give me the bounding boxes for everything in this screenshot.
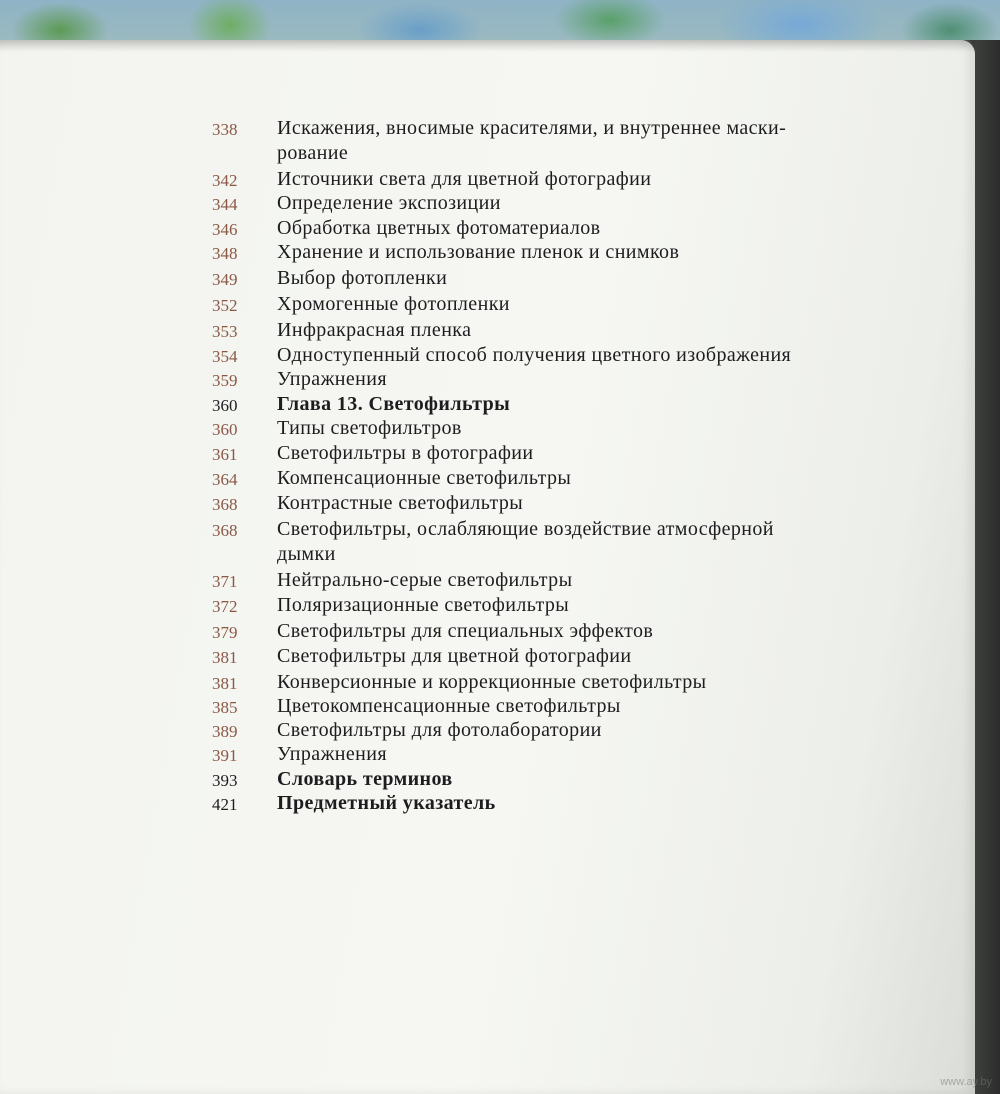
toc-entry <box>0 367 900 393</box>
toc-page-number: 354 <box>212 347 238 366</box>
toc-entry-title: Обработка цветных фотоматериалов <box>277 217 601 239</box>
toc-entry-title: Светофильтры для специальных эффектов <box>277 620 654 642</box>
toc-entry <box>0 517 900 543</box>
toc-entry-title: Конверсионные и коррекционные светофильтры <box>277 671 707 693</box>
toc-entry <box>0 718 900 744</box>
toc-entry <box>0 416 900 442</box>
toc-page-number: 352 <box>212 296 238 315</box>
toc-entry <box>0 670 900 696</box>
toc-entry-title: Искажения, вносимые красителями, и внутреннее маски- <box>277 117 787 139</box>
toc-entry-title: Поляризационные светофильтры <box>277 594 570 616</box>
toc-entry-title: Выбор фотопленки <box>277 267 448 289</box>
toc-entry-title: Определение экспозиции <box>277 192 501 214</box>
toc-entry-title: Хранение и использование пленок и снимков <box>277 241 680 263</box>
toc-entry <box>0 318 900 344</box>
toc-page-number: 346 <box>212 220 238 239</box>
toc-page-number: 360 <box>212 396 238 415</box>
toc-page-number: 353 <box>212 322 238 341</box>
toc-entry <box>0 167 900 193</box>
toc-entry <box>0 441 900 467</box>
toc-entry-title: Инфракрасная пленка <box>277 319 472 341</box>
toc-entry-title: Глава 13. Светофильтры <box>277 393 511 415</box>
toc-entry-title: Хромогенные фотопленки <box>277 293 510 315</box>
toc-entry <box>0 191 900 217</box>
toc-entry-title: Типы светофильтров <box>277 417 462 439</box>
toc-entry-title: Светофильтры, ослабляющие воздействие атмосферной <box>277 518 774 540</box>
toc-entry <box>0 593 900 619</box>
toc-page-number: 381 <box>212 648 238 667</box>
toc-entry <box>0 694 900 720</box>
toc-entry-title: Нейтрально-серые светофильтры <box>277 569 573 591</box>
toc-entry-title: Контрастные светофильтры <box>277 492 524 514</box>
watermark: www.ay.by <box>940 1076 992 1088</box>
toc-page-number: 360 <box>212 420 238 439</box>
toc-page-number: 371 <box>212 572 238 591</box>
toc-page-number: 364 <box>212 470 238 489</box>
toc-entry-title: Источники света для цветной фотографии <box>277 168 652 190</box>
toc-page-number: 368 <box>212 495 238 514</box>
toc-entry <box>0 240 900 266</box>
toc-entry <box>0 644 900 670</box>
toc-entry <box>0 116 900 142</box>
toc-entry-title: Цветокомпенсационные светофильтры <box>277 695 621 717</box>
toc-entry <box>0 466 900 492</box>
toc-page-number: 421 <box>212 795 238 814</box>
toc-entry <box>0 619 900 645</box>
toc-entry <box>0 568 900 594</box>
toc-page-number: 342 <box>212 171 238 190</box>
toc-entry <box>0 742 900 768</box>
toc-entry <box>0 767 900 793</box>
toc-page-number: 348 <box>212 244 238 263</box>
toc-page-number: 361 <box>212 445 238 464</box>
toc-page-number: 393 <box>212 771 238 790</box>
toc-page-number: 368 <box>212 521 238 540</box>
toc-page-number: 359 <box>212 371 238 390</box>
toc-entry-title: Предметный указатель <box>277 792 496 814</box>
toc-entry-title: Упражнения <box>277 743 387 765</box>
toc-page-number: 391 <box>212 746 238 765</box>
toc-entry <box>0 292 900 318</box>
toc-entry <box>0 791 900 817</box>
toc-entry <box>0 216 900 242</box>
toc-entry-title: Светофильтры для фотолаборатории <box>277 719 602 741</box>
toc-page-number: 381 <box>212 674 238 693</box>
toc-entry-title: Компенсационные светофильтры <box>277 467 572 489</box>
toc-entry <box>0 392 900 418</box>
toc-entry <box>0 491 900 517</box>
toc-entry <box>0 266 900 292</box>
toc-page-number: 338 <box>212 120 238 139</box>
toc-entry-title: Светофильтры для цветной фотографии <box>277 645 632 667</box>
toc-entry-title: Одноступенный способ получения цветного изображения <box>277 344 792 366</box>
toc-entry-continuation: рование <box>277 142 349 164</box>
toc-page-number: 379 <box>212 623 238 642</box>
toc-page-number: 385 <box>212 698 238 717</box>
toc-entry-title: Светофильтры в фотографии <box>277 442 534 464</box>
toc-page-number: 344 <box>212 195 238 214</box>
toc-entry-title: Упражнения <box>277 368 387 390</box>
toc-page-number: 389 <box>212 722 238 741</box>
toc-entry <box>0 343 900 369</box>
toc-page-number: 372 <box>212 597 238 616</box>
toc-entry-continuation: дымки <box>277 543 336 565</box>
toc-page-number: 349 <box>212 270 238 289</box>
toc-entry-title: Словарь терминов <box>277 768 453 790</box>
